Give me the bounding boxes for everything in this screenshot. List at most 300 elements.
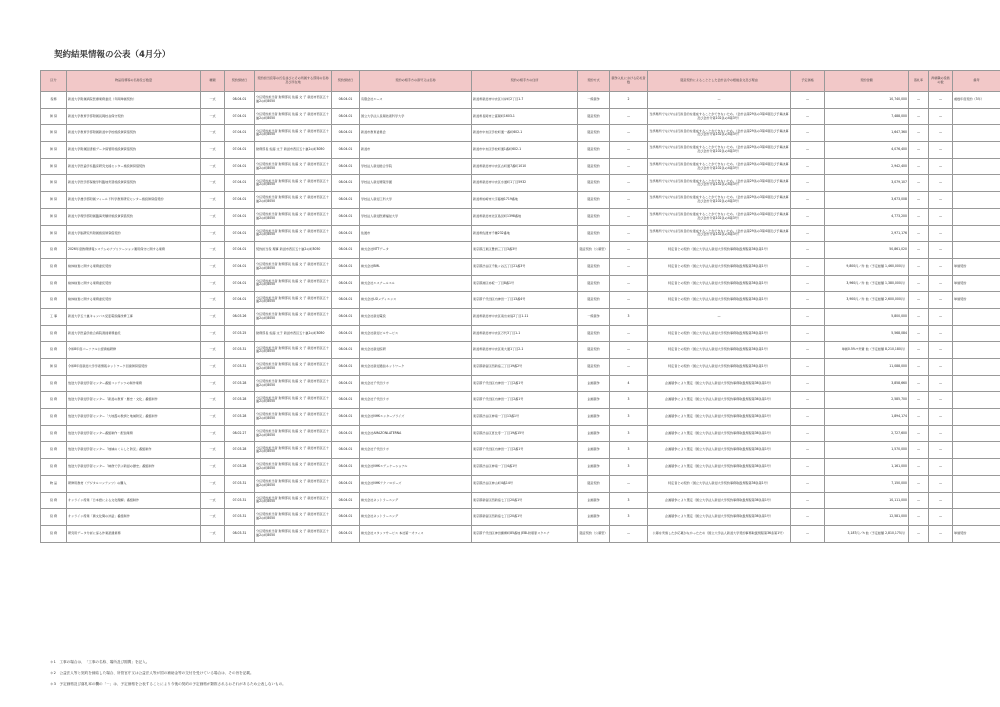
table-cell: 役務	[41, 92, 67, 109]
table-cell: 学校法人新潟工科大学	[360, 192, 472, 209]
column-header: 契約締結日	[332, 71, 360, 92]
table-cell: 令和8年度パーソナル公認資格研修	[67, 342, 201, 359]
table-cell: 08.04.01	[332, 492, 360, 509]
table-cell: 契約担当役 理事 新潟市西区五十嵐2の町8050	[255, 242, 332, 259]
table-cell: 08.04.01	[332, 525, 360, 542]
table-cell: 分任契約担当者 財務部長 佐藤 文 子 新潟市西区五十嵐2の町8050	[255, 208, 332, 225]
table-cell: 分任契約担当者 財務部長 佐藤 文 子 新潟市西区五十嵐2の町8050	[255, 292, 332, 309]
table-cell: 企画競争により選定（国立大学法人新潟大学契約事務取扱規程第36条第1号）	[648, 509, 791, 526]
table-cell: 特定者との契約（国立大学法人新潟大学契約事務取扱規程第36条第1号）	[648, 475, 791, 492]
table-cell: 随意契約（公募型）	[578, 525, 610, 542]
table-cell: 新潟県新潟市中央区水道町1丁目5932	[472, 175, 578, 192]
table-cell: 新潟大学医歯学総合病院清掃業務委託	[67, 325, 201, 342]
table-cell: 分任契約担当者 財務部長 佐藤 文 子 新潟市西区五十嵐2の町8050	[255, 125, 332, 142]
table-cell: 分任契約担当者 財務部長 佐藤 文 子 新潟市西区五十嵐2の町8050	[255, 342, 332, 359]
table-cell: —	[909, 375, 929, 392]
table-cell: 分任契約担当者 財務部長 佐藤 文 子 新潟市西区五十嵐2の町8050	[255, 158, 332, 175]
table-cell: 随意契約	[578, 258, 610, 275]
table-cell: 役 務	[41, 409, 67, 426]
table-cell: 新潟県新潟市中央区古町通7番町1010	[472, 158, 578, 175]
table-cell: 08.04.01	[225, 92, 255, 109]
table-cell	[953, 459, 1000, 476]
table-cell: —	[791, 392, 825, 409]
table-cell	[953, 225, 1000, 242]
table-cell: —	[929, 325, 953, 342]
table-cell: 株式会社新潟電設	[360, 308, 472, 325]
table-cell: 役 務	[41, 342, 67, 359]
table-cell: 2026年度教務情報システムのアプリケーション運用保守に関する業務	[67, 242, 201, 259]
table-cell: 株式会社新潟ビルサービス	[360, 325, 472, 342]
table-cell: 分任契約担当者 財務部長 佐藤 文 子 新潟市西区五十嵐2の町8050	[255, 359, 332, 376]
table-cell: 企画競争により選定（国立大学法人新潟大学契約事務取扱規程第36条第1号）	[648, 492, 791, 509]
table-cell: 新潟大学附属図書館データ保管用施設賃貸借契約	[67, 142, 201, 159]
contract-results-table	[40, 70, 1000, 543]
table-cell: 07.04.01	[225, 258, 255, 275]
table-cell: 08.04.01	[332, 175, 360, 192]
table-cell: 一式	[201, 292, 225, 309]
column-header: 種類	[201, 71, 225, 92]
table-cell: 東京都港区赤坂一丁目8番1号	[472, 275, 578, 292]
table-row	[41, 392, 1000, 409]
table-cell: 企画競争	[578, 375, 610, 392]
table-cell: 企画競争により選定（国立大学法人新潟大学契約事務取扱規程第36条第1号）	[648, 442, 791, 459]
table-row	[41, 125, 1000, 142]
column-header: 区分	[41, 71, 67, 92]
table-row	[41, 409, 1000, 426]
table-cell: 3,960円／件 他（予定総額 1,380,000円）	[825, 275, 909, 292]
table-cell: 役 務	[41, 242, 67, 259]
table-cell: 一式	[201, 158, 225, 175]
table-cell: 学校法人新潟総合学院	[360, 158, 472, 175]
table-cell: 東京都渋谷区神南一丁目4番1号	[472, 459, 578, 476]
table-cell: 財務部長 佐藤 文子 新潟市西区五十嵐2の町8050	[255, 325, 332, 342]
table-cell: —	[909, 492, 929, 509]
table-row	[41, 242, 1000, 259]
table-cell: 随意契約	[578, 175, 610, 192]
table-cell: 08.04.01	[332, 342, 360, 359]
table-cell: —	[791, 275, 825, 292]
table-cell: 株式会社NHKエデュケーショナル	[360, 459, 472, 476]
table-cell: —	[909, 175, 929, 192]
table-cell: —	[610, 125, 648, 142]
table-cell: —	[929, 459, 953, 476]
table-row	[41, 225, 1000, 242]
table-row	[41, 192, 1000, 209]
table-cell: 新潟県佐渡市千種232番地	[472, 225, 578, 242]
table-cell: 08.04.01	[332, 425, 360, 442]
table-cell: 随意契約	[578, 342, 610, 359]
table-cell: 08.04.01	[332, 325, 360, 342]
table-cell: —	[909, 475, 929, 492]
table-cell: 役 務	[41, 525, 67, 542]
table-cell: 08.04.01	[332, 142, 360, 159]
table-cell: 07.03.28	[225, 409, 255, 426]
table-cell: 3	[610, 509, 648, 526]
table-cell: 一式	[201, 509, 225, 526]
table-cell: —	[929, 359, 953, 376]
table-cell: 3	[610, 308, 648, 325]
table-row	[41, 308, 1000, 325]
table-cell: 株式会社NHKテクノロジーズ	[360, 475, 472, 492]
table-cell: —	[929, 425, 953, 442]
table-cell: —	[791, 509, 825, 526]
table-cell: 新潟大学理学部附属臨海実験所施設賃貸借契約	[67, 208, 201, 225]
table-cell: 特定者との契約（国立大学法人新潟大学契約事務取扱規程第36条第1号）	[648, 292, 791, 309]
table-cell: 単価契約	[953, 258, 1000, 275]
table-cell: 7,488,000	[825, 108, 909, 125]
table-cell	[953, 142, 1000, 159]
table-cell: 1,570,000	[825, 442, 909, 459]
table-cell: 特定者との契約（国立大学法人新潟大学契約事務取扱規程第36条第1号）	[648, 342, 791, 359]
table-cell: 放送大学新潟学習センター「地域のくらしと防災」番組制作	[67, 442, 201, 459]
table-cell: 随意契約	[578, 359, 610, 376]
table-cell: 新潟県新潟市北区島見町1398番地	[472, 208, 578, 225]
table-cell: —	[791, 409, 825, 426]
table-cell: 役 務	[41, 275, 67, 292]
table-cell: 分任契約担当者 財務部長 佐藤 文 子 新潟市西区五十嵐2の町8050	[255, 258, 332, 275]
table-cell: 08.04.01	[332, 292, 360, 309]
table-cell: 新潟市教育委員会	[360, 125, 472, 142]
table-cell: 分任契約担当者 財務部長 佐藤 文 子 新潟市西区五十嵐2の町8050	[255, 409, 332, 426]
table-cell: —	[610, 275, 648, 292]
table-cell	[953, 325, 1000, 342]
table-cell: —	[610, 525, 648, 542]
table-cell	[953, 158, 1000, 175]
table-cell: 新潟大学附属病院医療業務委託（年間単価契約）	[67, 92, 201, 109]
table-row	[41, 208, 1000, 225]
table-cell: 12,581,000	[825, 509, 909, 526]
table-cell: 3,900円／件 他（予定総額 2,600,000円）	[825, 292, 909, 309]
table-header-row	[41, 71, 1000, 92]
table-cell: —	[929, 225, 953, 242]
table-cell: 放送大学新潟学習センター番組コンテンツの制作業務	[67, 375, 201, 392]
table-cell: 新潟市	[360, 142, 472, 159]
table-cell: 一式	[201, 375, 225, 392]
table-cell: 新潟大学農学部附属フィールド科学教育研究センター施設賃貸借契約	[67, 192, 201, 209]
table-cell: 新潟県新潟市中央区東大通1丁目2-1	[472, 342, 578, 359]
table-cell: 08.04.01	[332, 375, 360, 392]
table-cell	[953, 375, 1000, 392]
table-cell: 複数年度契約（3年）	[953, 92, 1000, 109]
table-cell: —	[929, 158, 953, 175]
table-cell: 07.04.01	[225, 192, 255, 209]
column-header: 競争入札における応札者数	[610, 71, 648, 92]
table-cell: 07.03.25	[225, 325, 255, 342]
table-cell: 東京都千代田区内神田一丁目2番1号	[472, 442, 578, 459]
table-cell: 新潟市中央区学校町通一番町602-1	[472, 125, 578, 142]
table-cell: —	[610, 175, 648, 192]
table-row	[41, 442, 1000, 459]
table-cell: —	[791, 292, 825, 309]
table-cell: 9,800円／件 他（予定総額 1,460,000円）	[825, 258, 909, 275]
table-cell: —	[909, 308, 929, 325]
table-cell: —	[909, 425, 929, 442]
table-cell: 2,727,600	[825, 425, 909, 442]
column-header: 契約担当官等の氏名並びにその所属する部局の名称及び所在地	[255, 71, 332, 92]
table-cell: 分任契約担当者 財務部長 佐藤 文 子 新潟市西区五十嵐2の町8050	[255, 175, 332, 192]
table-cell: 07.03.31	[225, 509, 255, 526]
page-title: 契約結果情報の公表（4月分）	[54, 50, 171, 60]
table-cell: 賃 貸	[41, 208, 67, 225]
table-cell: —	[791, 459, 825, 476]
table-cell	[953, 509, 1000, 526]
column-header: 契約方式	[578, 71, 610, 92]
table-cell: 賃 貸	[41, 125, 67, 142]
table-cell: —	[909, 242, 929, 259]
column-header: 契約金額	[825, 71, 909, 92]
table-cell: 検体検査に関する業務委託契約	[67, 258, 201, 275]
table-cell: —	[909, 409, 929, 426]
table-cell: 検体検査に関する業務委託契約	[67, 292, 201, 309]
table-cell: 株式会社BML	[360, 258, 472, 275]
table-cell: 特定者との契約（国立大学法人新潟大学契約事務取扱規程第36条第1号）	[648, 359, 791, 376]
table-cell: —	[791, 142, 825, 159]
table-cell: —	[791, 208, 825, 225]
table-cell: —	[909, 292, 929, 309]
table-cell: 10,111,000	[825, 492, 909, 509]
table-cell: 一式	[201, 492, 225, 509]
table-cell: —	[909, 392, 929, 409]
table-cell: 07.03.31	[225, 359, 255, 376]
table-cell: —	[929, 142, 953, 159]
table-cell: 株式会社AMAZONLATERNA	[360, 425, 472, 442]
table-cell: —	[791, 175, 825, 192]
table-cell: —	[791, 525, 825, 542]
table-cell: 分任契約担当者 財務部長 佐藤 文 子 新潟市西区五十嵐2の町8050	[255, 375, 332, 392]
table-cell: 07.04.01	[225, 175, 255, 192]
table-cell: 株式会社ネットラーニング	[360, 509, 472, 526]
table-row	[41, 342, 1000, 359]
table-cell: 役 務	[41, 425, 67, 442]
table-cell: 国立大学法人長岡技術科学大学	[360, 108, 472, 125]
table-cell: 07.04.01	[225, 142, 255, 159]
table-cell: —	[929, 442, 953, 459]
table-row	[41, 175, 1000, 192]
table-cell: 特定者との契約（国立大学法人新潟大学契約事務取扱規程第36条第1号）	[648, 242, 791, 259]
table-cell: 単価契約	[953, 275, 1000, 292]
table-cell: 賃 貸	[41, 158, 67, 175]
table-cell: —	[909, 459, 929, 476]
table-cell: 有限会社エース	[360, 92, 472, 109]
table-cell: 企画競争	[578, 509, 610, 526]
table-cell: 一式	[201, 208, 225, 225]
table-cell: 当該場所でなければ行政目的を達成することができないため。（会計法第29条の3第4項及び予算決算及び会計令第102条の4第3号）	[648, 192, 791, 209]
table-cell: —	[791, 475, 825, 492]
table-cell: 07.03.31	[225, 475, 255, 492]
table-cell: 役 務	[41, 325, 67, 342]
table-cell: 一式	[201, 108, 225, 125]
table-cell: —	[909, 225, 929, 242]
table-cell: —	[909, 192, 929, 209]
table-cell: —	[791, 125, 825, 142]
table-cell: 5,800,000	[825, 308, 909, 325]
table-cell: 一式	[201, 125, 225, 142]
table-cell	[953, 242, 1000, 259]
table-cell: 東京都渋谷区神山町4番14号	[472, 475, 578, 492]
table-cell: 役 務	[41, 375, 67, 392]
table-cell: 新潟県新潟市中央区万代3丁目1-1	[472, 325, 578, 342]
table-cell: 企画競争により選定（国立大学法人新潟大学契約事務取扱規程第36条第1号）	[648, 409, 791, 426]
table-cell: 一式	[201, 359, 225, 376]
table-cell: 08.04.01	[332, 442, 360, 459]
table-cell: 4,076,400	[825, 142, 909, 159]
table-cell: —	[610, 242, 648, 259]
table-cell: 単価0.5%+実費 他（予定総額 8,210,180円）	[825, 342, 909, 359]
table-cell: —	[791, 425, 825, 442]
table-cell: —	[610, 208, 648, 225]
table-cell: —	[929, 292, 953, 309]
table-cell: 随意契約	[578, 158, 610, 175]
table-cell: 公募を実施したが応募がなかったため（国立大学法人新潟大学契約事務取扱規程第36条第1号）	[648, 525, 791, 542]
table-cell: —	[909, 525, 929, 542]
table-cell: 賃 貸	[41, 142, 67, 159]
table-cell: —	[929, 208, 953, 225]
table-cell: 東京都新宿区西新宿七丁目20番1号	[472, 492, 578, 509]
table-cell: —	[929, 342, 953, 359]
table-cell: —	[929, 108, 953, 125]
table-cell: 08.03.31	[225, 525, 255, 542]
table-cell	[953, 208, 1000, 225]
table-row	[41, 292, 1000, 309]
table-cell: 企画競争	[578, 492, 610, 509]
table-cell: 工 事	[41, 308, 67, 325]
table-cell: 08.04.01	[332, 509, 360, 526]
table-cell: 07.03.28	[225, 392, 255, 409]
table-cell: 随意契約	[578, 292, 610, 309]
table-cell: 新潟県新潟市中央区南出来島2丁目1-11	[472, 308, 578, 325]
table-cell: オンライン授業「日本語による文化理解」番組制作	[67, 492, 201, 509]
table-cell: 07.03.31	[225, 492, 255, 509]
table-cell: 7,150,000	[825, 475, 909, 492]
table-cell: 2,971,176	[825, 225, 909, 242]
table-cell: —	[909, 325, 929, 342]
table-cell: 随意契約	[578, 475, 610, 492]
table-cell: —	[929, 242, 953, 259]
table-cell: —	[929, 308, 953, 325]
table-cell: —	[610, 108, 648, 125]
table-row	[41, 459, 1000, 476]
table-cell: —	[909, 359, 929, 376]
table-cell: 08.04.01	[332, 92, 360, 109]
table-cell: 株式会社千代田ラボ	[360, 392, 472, 409]
table-cell: 分任契約担当者 財務部長 佐藤 文 子 新潟市西区五十嵐2の町8050	[255, 275, 332, 292]
table-cell	[953, 342, 1000, 359]
table-cell: 2	[610, 92, 648, 109]
table-cell: 賃 貸	[41, 192, 67, 209]
table-cell: —	[791, 258, 825, 275]
table-cell: 当該場所でなければ行政目的を達成することができないため。（会計法第29条の3第4項及び予算決算及び会計令第102条の4第3号）	[648, 158, 791, 175]
table-cell: 東京都千代田区内神田一丁目2番1号	[472, 375, 578, 392]
table-cell: 一式	[201, 225, 225, 242]
table-cell: —	[791, 225, 825, 242]
table-cell: 分任契約担当者 財務部長 佐藤 文 子 新潟市西区五十嵐2の町8050	[255, 525, 332, 542]
table-cell: —	[610, 359, 648, 376]
table-cell: 企画競争により選定（国立大学法人新潟大学契約事務取扱規程第36条第1号）	[648, 392, 791, 409]
table-cell: 特定者との契約（国立大学法人新潟大学契約事務取扱規程第36条第1号）	[648, 258, 791, 275]
table-cell: 08.02.27	[225, 425, 255, 442]
table-cell: 株式会社千代田ラボ	[360, 442, 472, 459]
column-header: 契約締結日	[225, 71, 255, 92]
table-cell: 東京都千代田区内神田一丁目2番1号	[472, 392, 578, 409]
table-cell: 単価契約	[953, 292, 1000, 309]
table-cell: —	[610, 142, 648, 159]
table-row	[41, 258, 1000, 275]
table-cell: 1,647,360	[825, 125, 909, 142]
table-cell	[953, 392, 1000, 409]
table-cell: 新潟県柏崎市大字藤橋1719番地	[472, 192, 578, 209]
table-cell: 賃 貸	[41, 359, 67, 376]
table-cell: 役 務	[41, 442, 67, 459]
table-cell: 08.04.01	[332, 242, 360, 259]
table-cell	[953, 125, 1000, 142]
table-cell: 08.04.01	[332, 475, 360, 492]
table-cell: 新潟大学医学部保健学科臨地実習施設賃貸借契約	[67, 175, 201, 192]
table-cell: 当該場所でなければ行政目的を達成することができないため。（会計法第29条の3第4項及び予算決算及び会計令第102条の4第3号）	[648, 142, 791, 159]
table-cell: —	[929, 258, 953, 275]
table-cell: 分任契約担当者 財務部長 佐藤 文 子 新潟市西区五十嵐2の町8050	[255, 442, 332, 459]
table-cell: 新潟県新潟市中央区川岸町2丁目1-7	[472, 92, 578, 109]
table-cell: 08.04.01	[332, 225, 360, 242]
table-cell: —	[791, 242, 825, 259]
table-cell: 3	[610, 392, 648, 409]
table-cell: —	[791, 158, 825, 175]
table-cell: 07.04.01	[225, 242, 255, 259]
table-cell: 08.04.01	[332, 459, 360, 476]
table-cell: —	[648, 308, 791, 325]
table-cell: 株式会社新潟通信ネットワーク	[360, 359, 472, 376]
table-cell: 佐渡市	[360, 225, 472, 242]
table-cell: 分任契約担当者 財務部長 佐藤 文 子 新潟市西区五十嵐2の町8050	[255, 459, 332, 476]
table-cell: 分任契約担当者 財務部長 佐藤 文 子 新潟市西区五十嵐2の町8050	[255, 509, 332, 526]
column-header: 契約の相手方の商号又は名称	[360, 71, 472, 92]
table-cell: —	[909, 258, 929, 275]
table-cell: —	[909, 108, 929, 125]
table-cell	[953, 308, 1000, 325]
table-row	[41, 375, 1000, 392]
table-cell: 役 務	[41, 459, 67, 476]
table-cell: 東京都千代田区神田練塀町85番地 JEBL秋葉原スクエア	[472, 525, 578, 542]
column-header: 物品役務等の名称及び数量	[67, 71, 201, 92]
table-cell: 08.03.26	[225, 308, 255, 325]
table-cell: 一式	[201, 325, 225, 342]
table-cell: 3,079,107	[825, 175, 909, 192]
table-cell: 3	[610, 409, 648, 426]
table-cell: 役 務	[41, 258, 67, 275]
table-cell: 企画競争により選定（国立大学法人新潟大学契約事務取扱規程第36条第1号）	[648, 425, 791, 442]
table-cell: 一式	[201, 275, 225, 292]
table-cell: 一式	[201, 258, 225, 275]
table-cell	[953, 475, 1000, 492]
table-cell: 物 品	[41, 475, 67, 492]
table-cell: 東京都渋谷区千駄ヶ谷五丁目21番3号	[472, 258, 578, 275]
table-cell: —	[791, 92, 825, 109]
table-cell: —	[909, 92, 929, 109]
table-row	[41, 108, 1000, 125]
table-cell: 一式	[201, 525, 225, 542]
table-cell: 東京都江東区豊洲三丁目3番3号	[472, 242, 578, 259]
table-row	[41, 509, 1000, 526]
table-cell: 放送大学新潟学習センター番組制作・配信業務	[67, 425, 201, 442]
table-cell: 08.04.01	[332, 392, 360, 409]
table-cell: —	[610, 192, 648, 209]
table-cell: —	[929, 375, 953, 392]
table-cell: 分任契約担当者 財務部長 佐藤 文 子 新潟市西区五十嵐2の町8050	[255, 108, 332, 125]
table-cell: 3	[610, 459, 648, 476]
table-cell: 07.03.28	[225, 375, 255, 392]
table-cell: 分任契約担当者 財務部長 佐藤 文 子 新潟市西区五十嵐2の町8050	[255, 392, 332, 409]
table-cell: 07.04.01	[225, 108, 255, 125]
table-cell: 08.04.01	[332, 208, 360, 225]
